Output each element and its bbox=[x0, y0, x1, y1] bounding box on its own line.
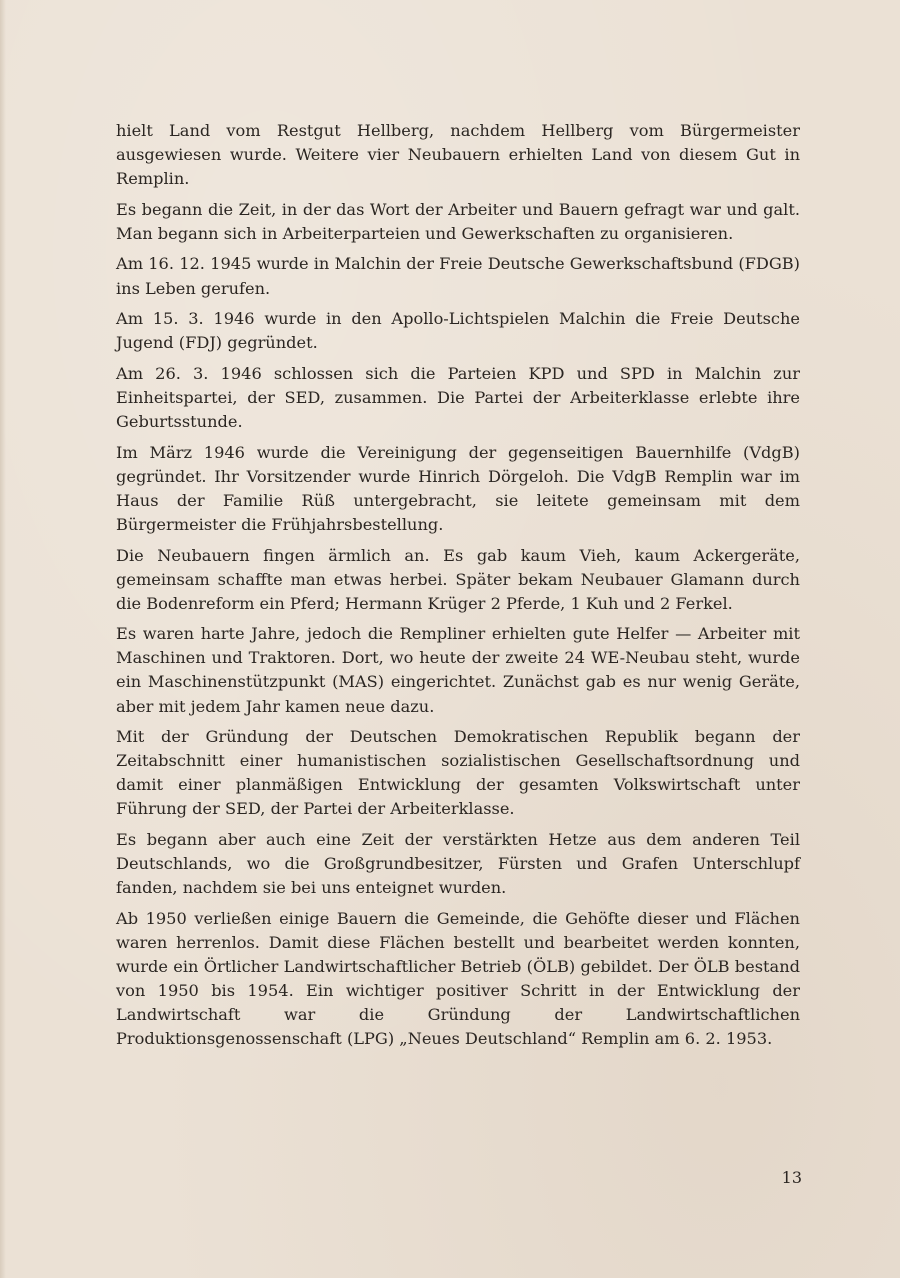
paragraph: Es begann aber auch eine Zeit der verstärkten Hetze aus dem anderen Teil Deutschlands, wo die Großgrundbesitzer, Fürsten und Grafen Unterschlupf fanden, nachdem sie bei uns enteignet wurden. bbox=[116, 830, 800, 898]
body-text bbox=[116, 119, 800, 1058]
paragraph: hielt Land vom Restgut Hellberg, nachdem Hellberg vom Bürgermeister ausgewiesen wurde. Weitere vier Neubauern erhielten Land von diesem Gut in Remplin. bbox=[116, 121, 800, 189]
paragraph: Am 15. 3. 1946 wurde in den Apollo-Lichtspielen Malchin die Freie Deutsche Jugend (FDJ) gegründet. bbox=[116, 309, 800, 353]
paragraph: Am 16. 12. 1945 wurde in Malchin der Freie Deutsche Gewerkschaftsbund (FDGB) ins Leben gerufen. bbox=[116, 254, 800, 298]
paragraph: Es waren harte Jahre, jedoch die Rempliner erhielten gute Helfer — Arbeiter mit Maschinen und Traktoren. Dort, wo heute der zweite 24 WE-Neubau steht, wurde ein Maschinenstützpunkt (MAS) eingerichtet. Zunächst gab es nur wenig Geräte, aber mit jedem Jahr kamen neue dazu. bbox=[116, 624, 800, 716]
paragraph: Im März 1946 wurde die Vereinigung der gegenseitigen Bauernhilfe (VdgB) gegründet. Ihr Vorsitzender wurde Hinrich Dörgeloh. Die VdgB Remplin war im Haus der Familie Rüß untergebracht, sie leitete gemeinsam mit dem Bürgermeister die Frühjahrsbestellung. bbox=[116, 442, 800, 534]
paragraph: Mit der Gründung der Deutschen Demokratischen Republik begann der Zeitabschnitt einer humanistischen sozialistischen Gesellschaftsordnung und damit einer planmäßigen Entwicklung der gesamten Volkswirtschaft unter Führung der SED, der Partei der Arbeiterklasse. bbox=[116, 727, 800, 819]
paragraph: Am 26. 3. 1946 schlossen sich die Parteien KPD und SPD in Malchin zur Einheitspartei, der SED, zusammen. Die Partei der Arbeiterklasse erlebte ihre Geburtsstunde. bbox=[116, 363, 800, 432]
page-edge-shadow bbox=[0, 0, 6, 1278]
paragraph: Es begann die Zeit, in der das Wort der Arbeiter und Bauern gefragt war und galt. Man begann sich in Arbeiterparteien und Gewerkschaften zu organisieren. bbox=[116, 199, 800, 243]
paragraph: Ab 1950 verließen einige Bauern die Gemeinde, die Gehöfte dieser und Flächen waren herrenlos. Damit diese Flächen bestellt und bearbeitet werden konnten, wurde ein Örtlicher Landwirtschaftlicher Betrieb (ÖLB) gebildet. Der ÖLB bestand von 1950 bis 1954. Ein wichtiger positiver Schritt in der Entwicklung der Landwirtschaft war die Gründung der Landwirtschaftlichen Produktionsgenossenschaft (LPG) „Neues Deutschland“ Remplin am 6. 2. 1953. bbox=[116, 908, 800, 1049]
page-number: 13 bbox=[781, 1168, 802, 1187]
paragraph: Die Neubauern fingen ärmlich an. Es gab kaum Vieh, kaum Ackergeräte, gemeinsam schaffte man etwas herbei. Später bekam Neubauer Glamann durch die Bodenreform ein Pferd; Hermann Krüger 2 Pferde, 1 Kuh und 2 Ferkel. bbox=[116, 545, 800, 613]
